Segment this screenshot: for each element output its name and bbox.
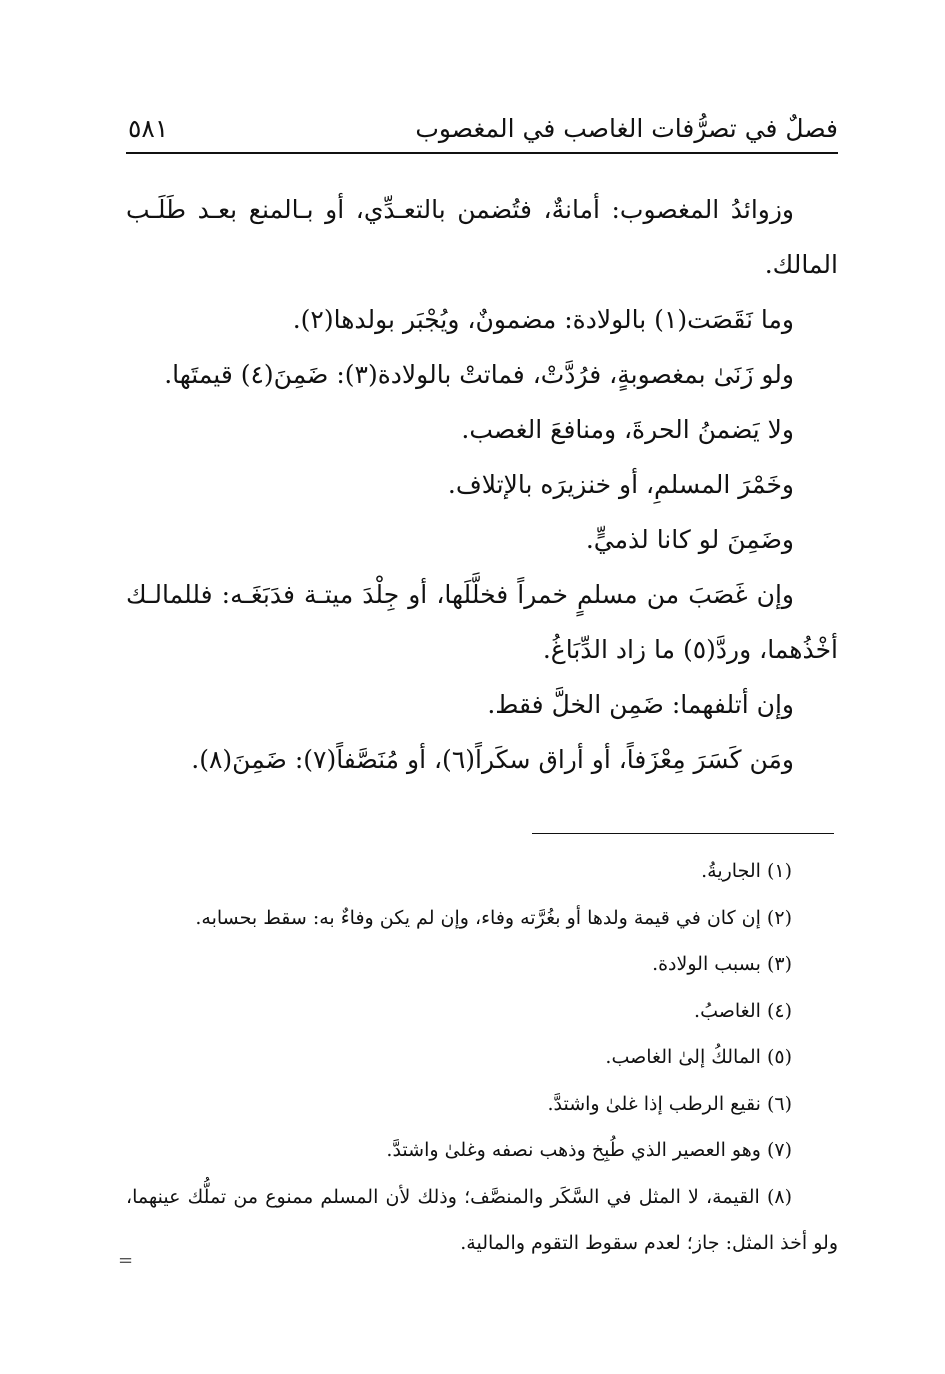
paragraph: وزوائدُ المغصوب: أمانةٌ، فتُضمن بالتعـدِّي، أو بـالمنع بعـد طَلَـب المالك. — [126, 195, 838, 279]
running-title: فصلٌ في تصرُّفات الغاصب في المغصوب — [415, 114, 838, 143]
footnote: (١) الجاريةُ. — [701, 860, 792, 882]
paragraph: وإن أتلفهما: ضَمِن الخلَّ فقط. — [487, 690, 794, 719]
footnote: (٤) الغاصبُ. — [694, 999, 792, 1022]
paragraph: وخَمْرَ المسلمِ، أو خنزيرَه بالإتلاف. — [447, 470, 794, 499]
footnote: (٣) بسبب الولادة. — [652, 953, 792, 975]
paragraph: ولا يَضمنُ الحرةَ، ومنافعَ الغصب. — [461, 415, 794, 444]
footnote-divider — [532, 833, 834, 834]
footnote: (٦) نقيع الرطب إذا غلىٰ واشتدَّ. — [547, 1092, 792, 1115]
paragraph: وما نَقَصَت(١) بالولادة: مضمونٌ، ويُجْبَر بولدها(٢). — [292, 305, 794, 334]
footnote: (٥) المالكُ إلىٰ الغاصب. — [605, 1046, 792, 1068]
paragraph: ومَن كَسَرَ مِعْزَفاً، أو أراق سكَراً(٦)، أو مُنَصَّفاً(٧): ضَمِنَ(٨). — [191, 745, 794, 774]
footnotes — [126, 848, 838, 1267]
page-number: ٥٨١ — [128, 114, 169, 143]
footnote: (٧) وهو العصير الذي طُبِخ وذهب نصفه وغلىٰ واشتدَّ. — [386, 1139, 792, 1161]
paragraph: وإن غَصَبَ من مسلمٍ خمراً فخلَّلَها، أو جِلْدَ ميتـة فدَبَغَـه: فللمالـك أخْذُهما، وردَّ(٥) ما زاد الدِّبَاغُ. — [126, 580, 838, 664]
main-text — [126, 182, 838, 787]
page-header — [126, 104, 838, 154]
footnote: (٨) القيمة، لا المثل في السَّكَر والمنصَّف؛ وذلك لأن المسلم ممنوع من تملُّك عينهما، ولو أخذ المثل: جاز؛ لعدم سقوط التقوم والمالية. — [126, 1185, 838, 1254]
paragraph: وضَمِنَ لو كانا لذميٍّ. — [585, 525, 794, 554]
paragraph: ولو زَنَىٰ بمغصوبةٍ، فرُدَّتْ، فماتتْ بالولادة(٣): ضَمِنَ(٤) قيمتَها. — [164, 360, 794, 389]
footnote: (٢) إن كان في قيمة ولدها أو بغُرَّته وفاء، وإن لم يكن وفاءٌ به: سقط بحسابه. — [195, 906, 792, 929]
continuation-mark: = — [118, 1250, 134, 1271]
